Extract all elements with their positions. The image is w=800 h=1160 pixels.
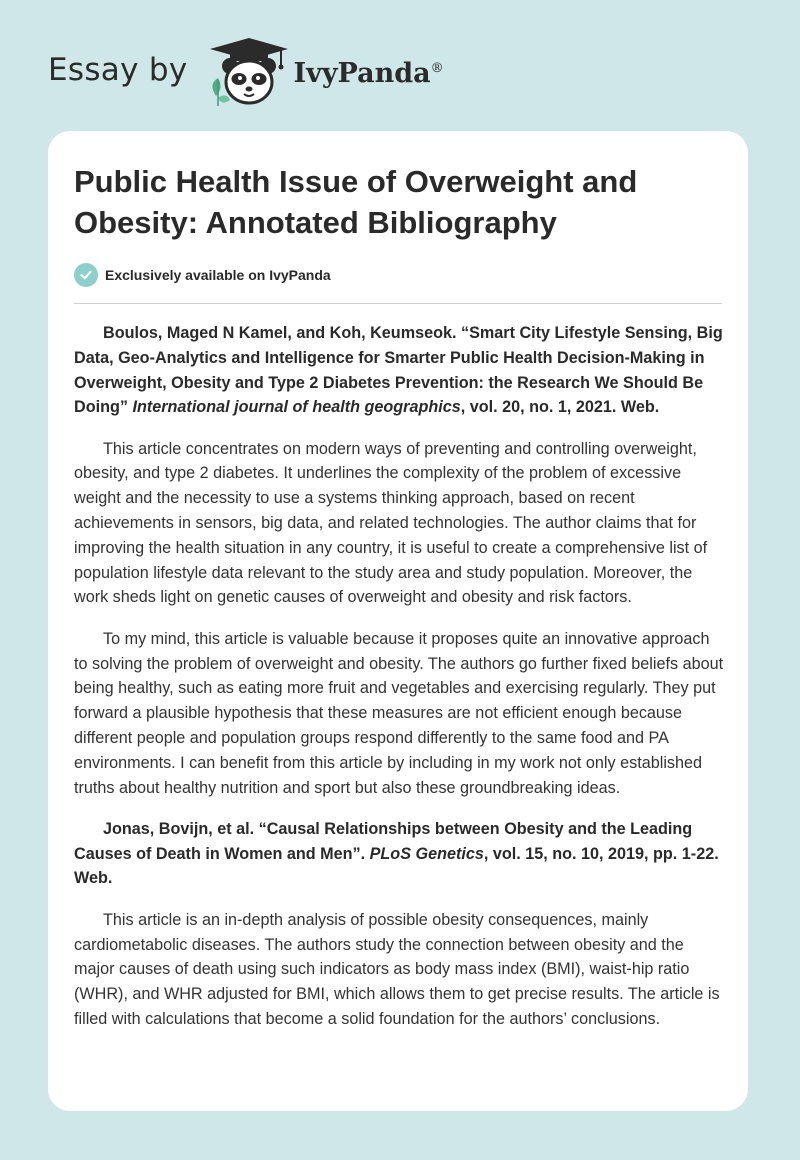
article-body	[74, 321, 724, 1048]
journal-title: International journal of health geographics	[132, 398, 461, 417]
paragraph: This article concentrates on modern ways of preventing and controlling overweight, obesity, and type 2 diabetes. It underlines the complexity of the problem of excessive weight and the necessity to use a systems thinking approach, based on recent achievements in sensors, big data, and related technologies. The author claims that for improving the health situation in any country, it is useful to create a comprehensive list of population lifestyle data relevant to the study area and study population. Moreover, the work sheds light on genetic causes of overweight and obesity and risk factors.	[74, 439, 708, 607]
essay-by-label: Essay by	[48, 52, 188, 88]
citation-2: Jonas, Bovijn, et al. “Causal Relationships between Obesity and the Leading Causes of Death in Women and Men”. PLoS Genetics, vol. 15, no. 10, 2019, pp. 1-22. Web.	[74, 819, 719, 888]
essay-card	[48, 131, 748, 1111]
site-header	[48, 36, 444, 108]
paragraph: This article is an in-depth analysis of possible obesity consequences, mainly cardiometabolic diseases. The authors study the connection between obesity and the major causes of death using such indicators as body mass index (BMI), waist-hip ratio (WHR), and WHR adjusted for BMI, which allows them to get precise results. The article is filled with calculations that become a solid foundation for the authors’ conclusions.	[74, 910, 720, 1028]
journal-title: PLoS Genetics	[369, 844, 484, 863]
divider	[74, 303, 722, 304]
check-icon	[74, 263, 98, 287]
page-title: Public Health Issue of Overweight and Obesity: Annotated Bibliography	[74, 164, 638, 240]
panda-logo-icon[interactable]	[206, 36, 292, 108]
exclusive-badge	[74, 263, 331, 287]
badge-text: Exclusively available on IvyPanda	[105, 267, 331, 283]
brand-name[interactable]: IvyPanda®	[293, 57, 444, 89]
citation-1: Boulos, Maged N Kamel, and Koh, Keumseok. “Smart City Lifestyle Sensing, Big Data, Geo-Analytics and Intelligence for Smarter Public Health Decision-Making in Overweight, Obesity and Type 2 Diabetes Prevention: the Research We Should Be Doing” International journal of health geographics, vol. 20, no. 1, 2021. Web.	[74, 324, 723, 417]
paragraph: To my mind, this article is valuable because it proposes quite an innovative approach to solving the problem of overweight and obesity. The authors go further fixed beliefs about being healthy, such as eating more fruit and vegetables and exercising regularly. They put forward a plausible hypothesis that these measures are not efficient enough because different people and population groups respond differently to the same food and PA environments. I can benefit from this article by including in my work not only established truths about healthy nutrition and sport but also these groundbreaking ideas.	[74, 629, 724, 797]
